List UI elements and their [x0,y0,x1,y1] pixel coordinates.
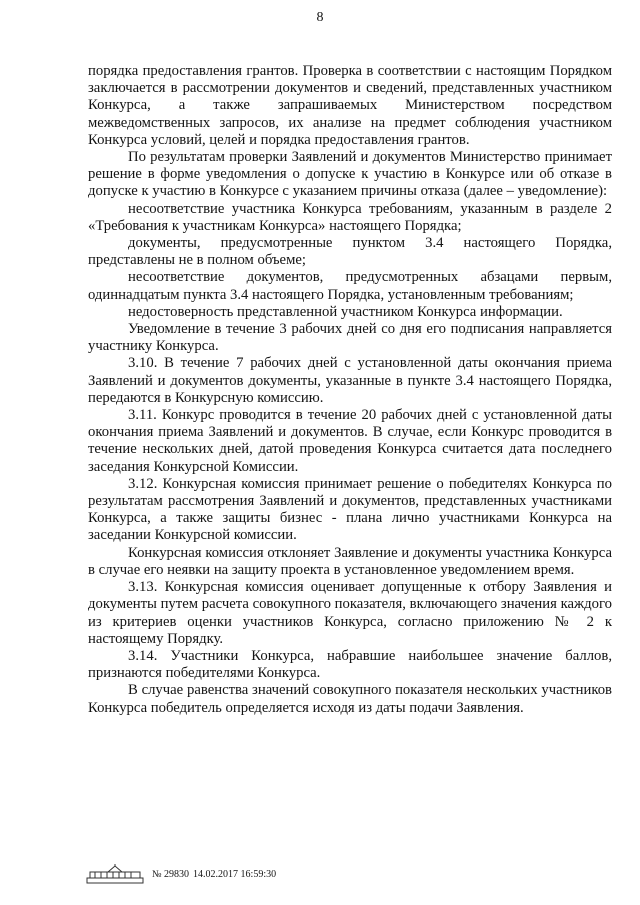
footer-stamp [86,864,276,884]
paragraph: 3.13. Конкурсная комиссия оценивает допущенные к отбору Заявления и документы путем расчета совокупного показателя, включающего значения каждого из критериев оценки участников Конкурса, согласно приложению № 2 к настоящему Порядку. [88,579,612,647]
document-timestamp: 14.02.2017 16:59:30 [193,868,277,880]
paragraph: 3.11. Конкурс проводится в течение 20 рабочих дней с установленной даты окончания приема Заявлений и документов. В случае, если Конкурс проводится в течение нескольких дней, датой проведения Конкурса считается дата последнего заседания Конкурсной Комиссии. [88,407,612,475]
paragraph: 3.12. Конкурсная комиссия принимает решение о победителях Конкурса по результатам рассмотрения Заявлений и документов, представленных участниками Конкурса, а также защиты бизнес - плана лично участниками Конкурса на заседании Конкурсной комиссии. [88,475,612,544]
paragraph: документы, предусмотренные пунктом 3.4 настоящего Порядка, представлены не в полном объеме; [88,235,612,269]
page-number: 8 [316,10,324,25]
paragraph: Конкурсная комиссия отклоняет Заявление и документы участника Конкурса в случае его неявки на защиту проекта в установленное уведомлением время. [88,544,612,578]
paragraph: По результатам проверки Заявлений и документов Министерство принимает решение в форме уведомления о допуске к участию в Конкурсе или об отказе в допуске к участию в Конкурсе с указанием причины отказа (далее – уведомление): [88,149,612,200]
document-body [88,63,612,717]
paragraph: Уведомление в течение 3 рабочих дней со дня его подписания направляется участнику Конкурса. [88,321,612,355]
document-number: № 29830 [152,868,190,880]
building-stamp-icon [86,864,144,884]
paragraph: недостоверность представленной участником Конкурса информации. [128,303,563,320]
paragraph: несоответствие участника Конкурса требованиям, указанным в разделе 2 «Требования к участникам Конкурса» настоящего Порядка; [88,200,612,234]
paragraph: порядка предоставления грантов. Проверка в соответствии с настоящим Порядком заключается в рассмотрении документов и сведений, представленных участником Конкурса, а также запрашиваемых Министерством посредством межведомственных запросов, их анализе на предмет соблюдения участником Конкурса условий, целей и порядка предоставления грантов. [88,63,612,148]
paragraph: В случае равенства значений совокупного показателя нескольких участников Конкурса победитель определяется исходя из даты подачи Заявления. [88,682,612,716]
paragraph: 3.10. В течение 7 рабочих дней с установленной даты окончания приема Заявлений и документов документы, указанные в пункте 3.4 настоящего Порядка, передаются в Конкурсную комиссию. [88,355,612,406]
paragraph: несоответствие документов, предусмотренных абзацами первым, одиннадцатым пункта 3.4 настоящего Порядка, установленным требованиям; [88,269,612,303]
paragraph: 3.14. Участники Конкурса, набравшие наибольшее значение баллов, признаются победителями Конкурса. [88,647,612,682]
